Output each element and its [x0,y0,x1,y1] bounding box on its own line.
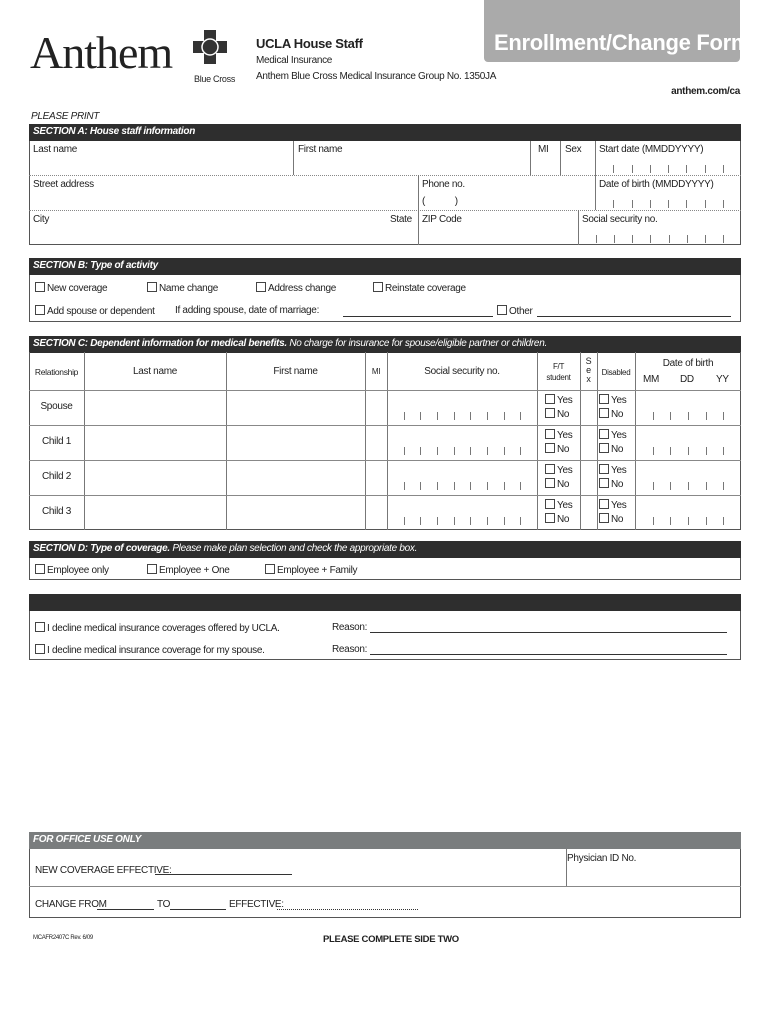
digit-divider [437,412,438,420]
decline-header [29,594,741,611]
col-ssn: Social security no. [424,366,500,377]
digit-divider [705,200,706,208]
digit-divider [420,447,421,455]
digit-divider [470,482,471,490]
section-d-header: SECTION D: Type of coverage. Please make plan selection and check the appropriate box. [29,541,741,558]
digit-divider [670,447,671,455]
add-spouse-checkbox[interactable]: Add spouse or dependent [35,305,155,317]
digit-divider [670,412,671,420]
digit-divider [650,200,651,208]
relationship-label: Child 1 [41,436,72,447]
sex-input[interactable] [580,390,597,425]
state-field[interactable]: State [390,214,412,225]
decline-ucla-checkbox[interactable]: I decline medical insurance coverages offered by UCLA. [35,622,280,634]
digit-divider [688,447,689,455]
product-name: Medical Insurance [256,55,333,66]
digit-divider [723,447,724,455]
logo-subtitle: Blue Cross [194,74,236,84]
anthem-logo: Anthem [30,27,173,78]
ft-student-yes-checkbox[interactable]: Yes [545,464,572,476]
digit-divider [669,235,670,243]
digit-divider [520,517,521,525]
col-first-name: First name [273,366,318,377]
phone-field[interactable]: Phone no. [422,179,465,190]
digit-divider [520,412,521,420]
digit-divider [504,412,505,420]
digit-divider [650,235,651,243]
col-ft-student: F/T student [546,362,571,382]
city-field[interactable]: City [33,214,50,225]
digit-divider [454,447,455,455]
digit-divider [487,447,488,455]
digit-divider [454,482,455,490]
digit-divider [668,200,669,208]
digit-divider [688,412,689,420]
digit-divider [470,412,471,420]
reason-label: Reason: [332,644,368,655]
ssn-input[interactable] [387,425,537,460]
digit-divider [706,517,707,525]
last-name-input[interactable] [84,390,226,425]
digit-divider [404,482,405,490]
employee-only-checkbox[interactable]: Employee only [35,564,109,576]
to-label: TO [157,899,171,910]
disabled-yes-checkbox[interactable]: Yes [599,499,626,511]
section-a-header: SECTION A: House staff information [29,124,741,141]
digit-divider [632,235,633,243]
section-b-header: SECTION B: Type of activity [29,258,741,275]
digit-divider [670,482,671,490]
disabled-no-checkbox[interactable]: No [599,513,623,525]
first-name-input[interactable] [226,425,365,460]
section-a-box [29,141,741,245]
digit-divider [420,482,421,490]
mi-input[interactable] [365,425,387,460]
digit-divider [520,447,521,455]
employee-plus-one-checkbox[interactable]: Employee + One [147,564,230,576]
digit-divider [705,235,706,243]
digit-divider [420,412,421,420]
relationship-label: Child 3 [41,506,72,517]
office-header: FOR OFFICE USE ONLY [29,832,741,849]
new-coverage-effective-input[interactable] [155,874,292,875]
digit-divider [520,482,521,490]
digit-divider [404,447,405,455]
ft-student-yes-checkbox[interactable]: Yes [545,394,572,406]
ft-student-yes-checkbox[interactable]: Yes [545,429,572,441]
col-last-name: Last name [133,366,177,377]
ft-student-no-checkbox[interactable]: No [545,478,569,490]
digit-divider [687,235,688,243]
disabled-no-checkbox[interactable]: No [599,443,623,455]
digit-divider [723,517,724,525]
digit-divider [596,235,597,243]
disabled-yes-checkbox[interactable]: Yes [599,429,626,441]
digit-divider [454,517,455,525]
digit-divider [613,165,614,173]
col-sex: S e x [585,356,592,384]
phone-area-code: ( ) [422,196,458,207]
digit-divider [437,447,438,455]
digit-divider [404,412,405,420]
first-name-input[interactable] [226,495,365,530]
col-relationship: Relationship [34,367,79,377]
digit-divider [613,200,614,208]
digit-divider [437,517,438,525]
digit-divider [470,447,471,455]
digit-divider [670,517,671,525]
sex-input[interactable] [580,495,597,530]
last-name-input[interactable] [84,495,226,530]
digit-divider [487,482,488,490]
digit-divider [653,482,654,490]
street-address-field[interactable]: Street address [33,179,94,190]
sex-input[interactable] [580,425,597,460]
col-dob: Date of birth [662,358,714,369]
ft-student-no-checkbox[interactable]: No [545,408,569,420]
change-from-input[interactable] [97,909,154,910]
sex-field[interactable]: Sex [565,144,582,155]
ssn-input[interactable] [387,390,537,425]
first-name-input[interactable] [226,460,365,495]
sex-input[interactable] [580,460,597,495]
other-input[interactable] [537,316,731,317]
effective-input[interactable] [277,909,418,910]
website[interactable]: anthem.com/ca [671,86,740,97]
digit-divider [437,482,438,490]
digit-divider [723,412,724,420]
col-mi: MI [371,367,381,376]
group-number: Anthem Blue Cross Medical Insurance Group No. 1350JA [256,71,497,82]
col-dob-dd: DD [680,374,694,385]
digit-divider [454,412,455,420]
digit-divider [723,482,724,490]
zip-field[interactable]: ZIP Code [422,214,462,225]
digit-divider [632,165,633,173]
digit-divider [705,165,706,173]
digit-divider [650,165,651,173]
col-disabled: Disabled [601,368,631,377]
ssn-field[interactable]: Social security no. [582,214,658,225]
change-from-label: CHANGE FROM [35,899,107,910]
form-code: MCAFR2407C Rev. 6/09 [33,935,93,941]
new-coverage-effective-label: NEW COVERAGE EFFECTIVE: [35,865,172,876]
decline-spouse-checkbox[interactable]: I decline medical insurance coverage for my spouse. [35,644,265,656]
digit-divider [470,517,471,525]
disabled-no-checkbox[interactable]: No [599,408,623,420]
address-change-checkbox[interactable]: Address change [256,282,336,294]
physician-id-field[interactable]: Physician ID No. [567,853,637,864]
ft-student-no-checkbox[interactable]: No [545,513,569,525]
reason-input[interactable] [370,632,727,633]
complete-side-two: PLEASE COMPLETE SIDE TWO [323,934,459,945]
mi-input[interactable] [365,390,387,425]
reinstate-coverage-checkbox[interactable]: Reinstate coverage [373,282,466,294]
org-name: UCLA House Staff [256,36,363,51]
name-change-checkbox[interactable]: Name change [147,282,218,294]
marriage-date-label: If adding spouse, date of marriage: [175,305,320,316]
digit-divider [504,447,505,455]
digit-divider [706,412,707,420]
new-coverage-checkbox[interactable]: New coverage [35,282,107,294]
digit-divider [688,517,689,525]
digit-divider [504,482,505,490]
effective-label: EFFECTIVE: [229,899,284,910]
ssn-input[interactable] [387,460,537,495]
digit-divider [668,165,669,173]
mi-input[interactable] [365,460,387,495]
digit-divider [487,412,488,420]
digit-divider [653,412,654,420]
first-name-input[interactable] [226,390,365,425]
disabled-yes-checkbox[interactable]: Yes [599,394,626,406]
disabled-yes-checkbox[interactable]: Yes [599,464,626,476]
digit-divider [632,200,633,208]
please-print: PLEASE PRINT [31,111,100,122]
digit-divider [723,165,724,173]
mi-input[interactable] [365,495,387,530]
last-name-input[interactable] [84,425,226,460]
digit-divider [404,517,405,525]
digit-divider [504,517,505,525]
digit-divider [487,517,488,525]
digit-divider [653,517,654,525]
col-dob-mm: MM [643,374,660,385]
digit-divider [706,482,707,490]
start-date-field[interactable]: Start date (MMDDYYYY) [599,144,704,155]
col-dob-yy: YY [716,374,729,385]
form-title-banner: Enrollment/Change Form [484,0,740,62]
blue-cross-icon [193,30,227,64]
section-d-box [29,558,741,580]
digit-divider [686,200,687,208]
marriage-date-input[interactable] [343,316,493,317]
relationship-label: Child 2 [41,471,72,482]
last-name-input[interactable] [84,460,226,495]
employee-plus-family-checkbox[interactable]: Employee + Family [265,564,357,576]
digit-divider [706,447,707,455]
digit-divider [686,165,687,173]
digit-divider [420,517,421,525]
disabled-no-checkbox[interactable]: No [599,478,623,490]
digit-divider [653,447,654,455]
ft-student-yes-checkbox[interactable]: Yes [545,499,572,511]
change-to-input[interactable] [170,909,226,910]
ft-student-no-checkbox[interactable]: No [545,443,569,455]
relationship-label: Spouse [40,401,73,412]
reason-label: Reason: [332,622,368,633]
dob-field[interactable]: Date of birth (MMDDYYYY) [599,179,714,190]
section-c-header: SECTION C: Dependent information for medical benefits. No charge for insurance for spouse/eligible partner or children. [29,336,741,353]
ssn-input[interactable] [387,495,537,530]
digit-divider [688,482,689,490]
other-checkbox[interactable]: Other [497,305,533,317]
last-name-field[interactable]: Last name [33,144,77,155]
digit-divider [723,235,724,243]
mi-field[interactable]: MI [538,144,549,155]
digit-divider [723,200,724,208]
digit-divider [614,235,615,243]
first-name-field[interactable]: First name [298,144,343,155]
reason-input[interactable] [370,654,727,655]
